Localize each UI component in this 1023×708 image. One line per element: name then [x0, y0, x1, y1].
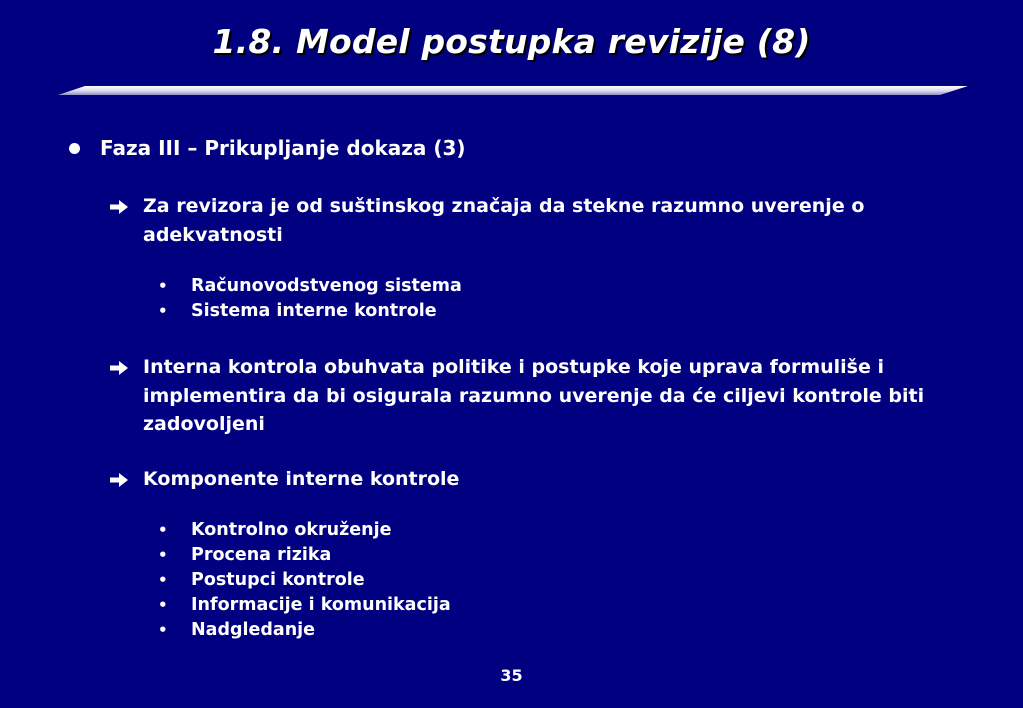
arrow-item: [109, 192, 969, 249]
arrow-item: [109, 353, 969, 439]
list-item: [158, 299, 462, 324]
small-dot-icon: •: [158, 277, 168, 295]
right-arrow-icon: [109, 192, 143, 249]
list-item: [158, 593, 451, 618]
list-item: [158, 568, 451, 593]
small-dot-icon: •: [158, 521, 168, 539]
filled-circle-icon: [69, 143, 80, 154]
arrow-item-text: Interna kontrola obuhvata politike i postupke koje uprava formuliše i implementira da bi osigurala razumno uverenje da će ciljevi kontrole biti zadovoljeni: [143, 356, 925, 435]
list-item-text: Postupci kontrole: [191, 570, 365, 590]
list-item: [158, 618, 451, 643]
list-item-text: Nadgledanje: [191, 620, 316, 640]
arrow-item-text: Komponente interne kontrole: [143, 468, 460, 490]
small-dot-icon: •: [158, 546, 168, 564]
level1-text: Faza III – Prikupljanje dokaza (3): [100, 136, 466, 160]
small-dot-icon: •: [158, 571, 168, 589]
small-dot-icon: •: [158, 302, 168, 320]
list-item: [158, 274, 462, 299]
small-dot-icon: •: [158, 621, 168, 639]
list-item-text: Sistema interne kontrole: [191, 301, 437, 321]
small-dot-icon: •: [158, 596, 168, 614]
list-item-text: Informacije i komunikacija: [191, 595, 451, 615]
list-item-text: Kontrolno okruženje: [191, 520, 392, 540]
arrow-item: [109, 465, 969, 494]
list-item-text: Procena rizika: [191, 545, 332, 565]
page-number: 35: [500, 666, 523, 685]
level1-bullet-item: [69, 136, 466, 160]
right-arrow-icon: [109, 465, 143, 494]
sub-bullet-list: [158, 518, 451, 643]
list-item: [158, 543, 451, 568]
list-item-text: Računovodstvenog sistema: [191, 276, 462, 296]
slide-title: 1.8. Model postupka revizije (8): [212, 22, 811, 61]
right-arrow-icon: [109, 353, 143, 439]
arrow-item-text: Za revizora je od suštinskog značaja da stekne razumno uverenje o adekvatnosti: [143, 195, 865, 246]
sub-bullet-list: [158, 274, 462, 324]
list-item: [158, 518, 451, 543]
